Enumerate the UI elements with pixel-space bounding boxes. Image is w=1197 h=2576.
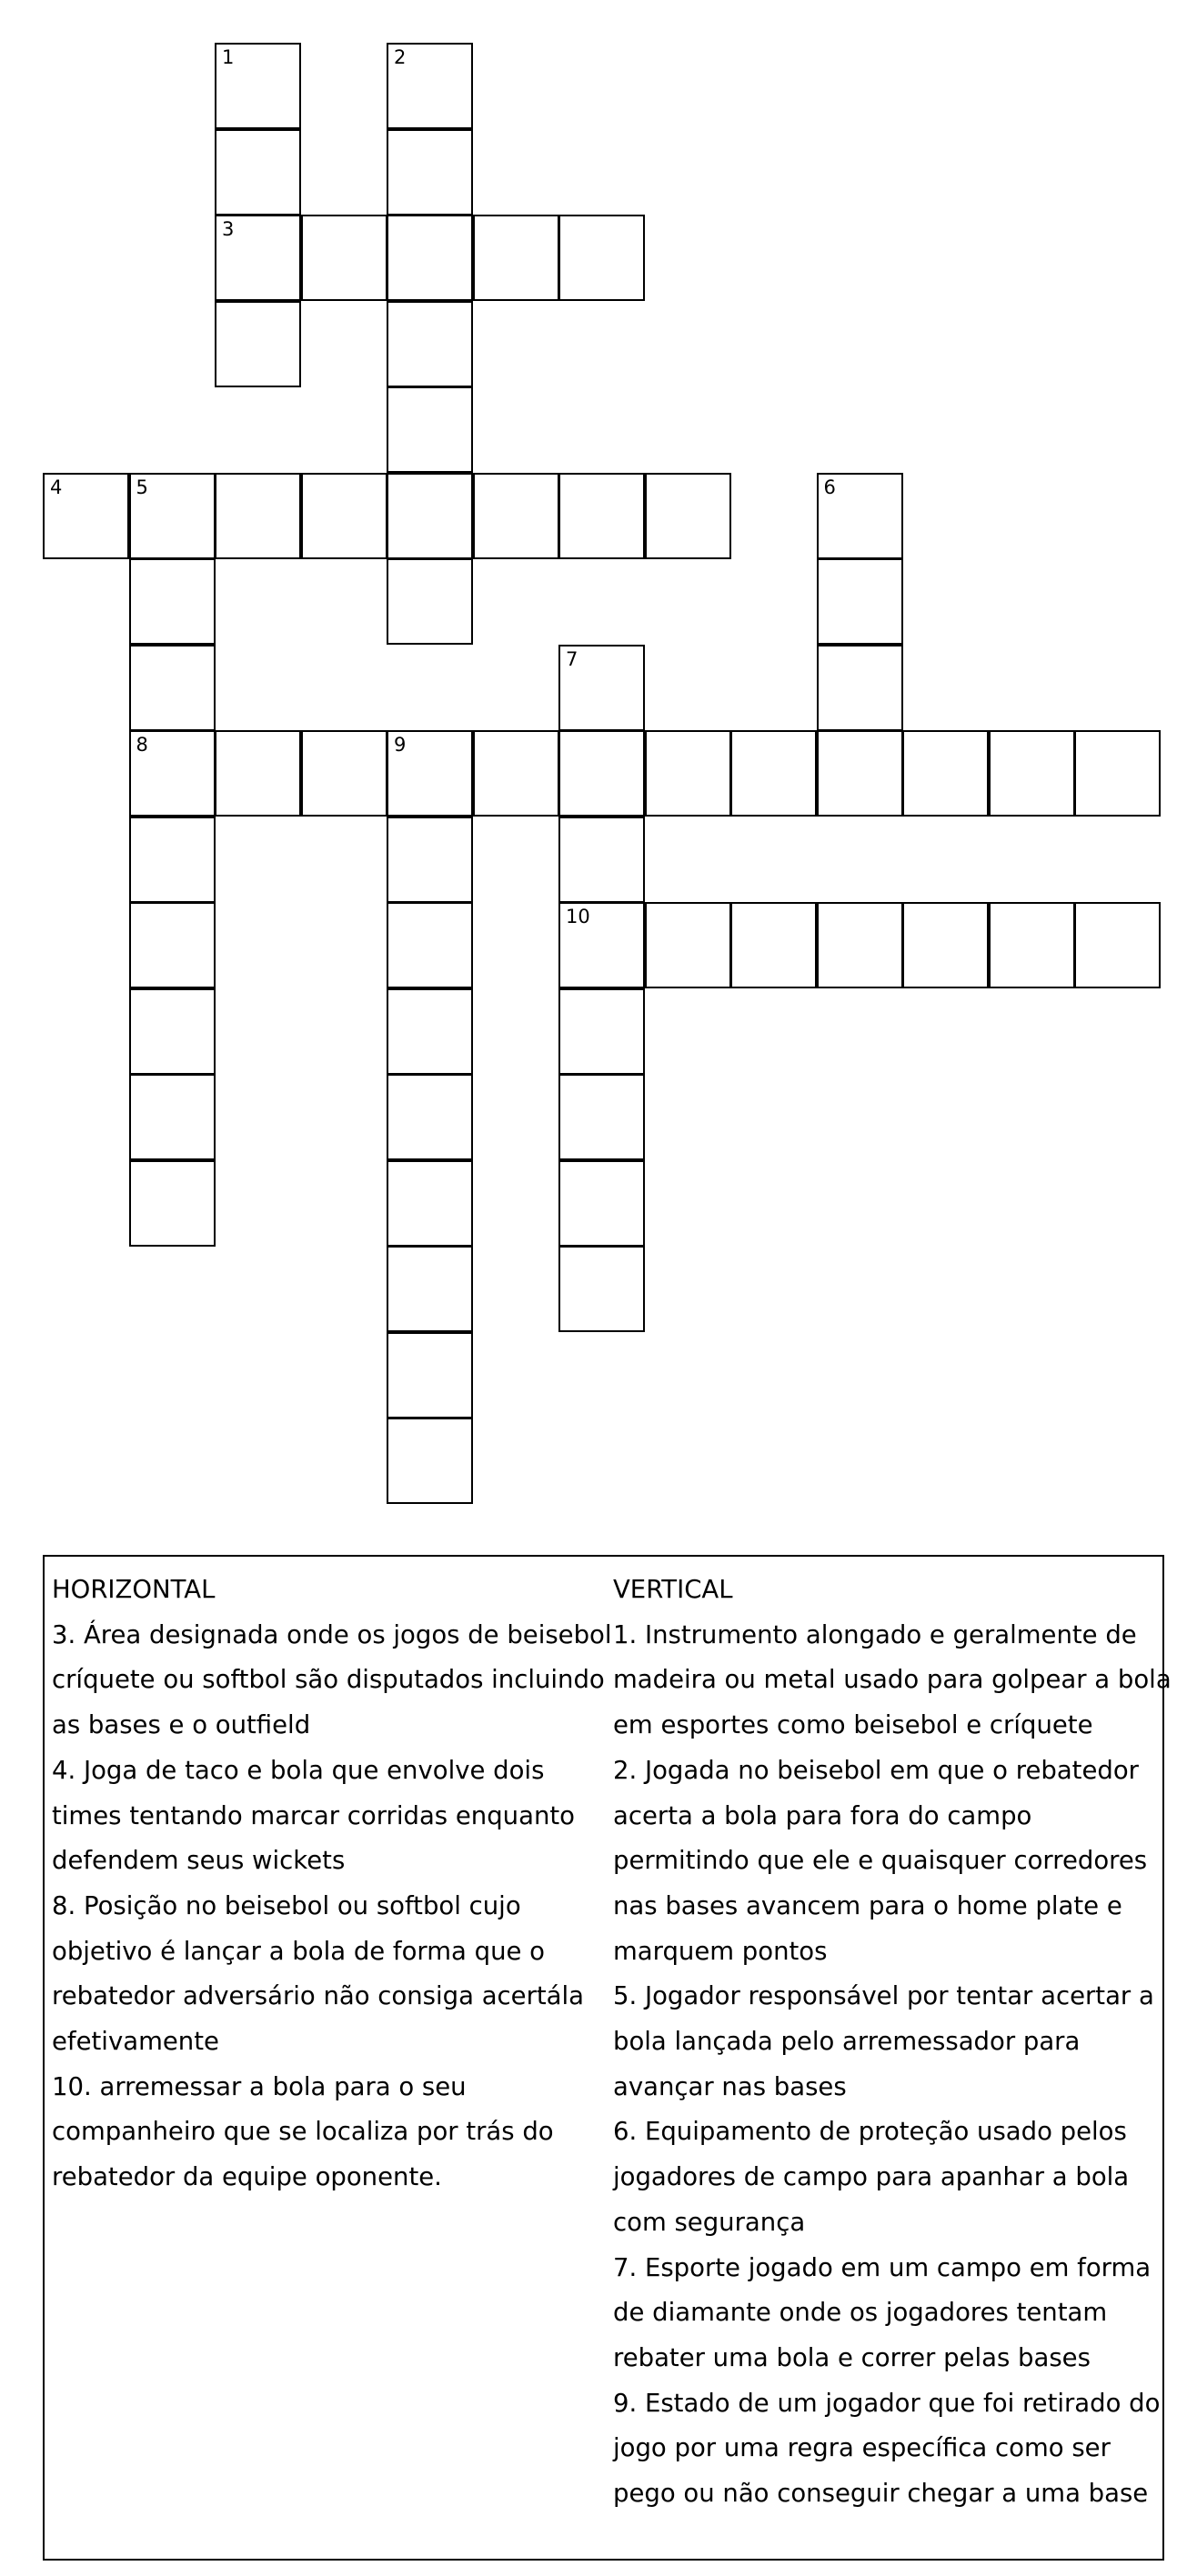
cell-number: 8 <box>136 734 148 756</box>
grid-cell[interactable] <box>387 386 473 473</box>
cell-number: 6 <box>823 476 836 498</box>
cell-number: 2 <box>394 46 407 68</box>
grid-cell[interactable] <box>473 473 559 559</box>
grid-cell[interactable] <box>473 730 559 817</box>
grid-cell[interactable] <box>129 645 216 731</box>
grid-cell[interactable] <box>215 215 301 301</box>
grid-cell[interactable] <box>558 817 645 903</box>
grid-cell[interactable] <box>215 301 301 387</box>
clue-line: acerta a bola para fora do campo <box>613 1800 1032 1830</box>
clue-line: avançar nas bases <box>613 2071 847 2101</box>
grid-cell[interactable] <box>558 1160 645 1247</box>
grid-cell[interactable] <box>387 1418 473 1504</box>
clue-down-2 <box>613 1749 1163 1975</box>
grid-cell[interactable] <box>129 473 216 559</box>
grid-cell[interactable] <box>301 215 387 301</box>
cell-number: 9 <box>394 734 407 756</box>
clue-down-7 <box>613 2246 1163 2381</box>
clue-line: 2. Jogada no beisebol em que o rebatedor <box>613 1755 1139 1785</box>
grid-cell[interactable] <box>301 473 387 559</box>
clue-line: jogadores de campo para apanhar a bola <box>613 2162 1130 2192</box>
clue-line: jogo por uma regra específica como ser <box>613 2433 1111 2463</box>
clue-line: 10. arremessar a bola para o seu <box>52 2071 467 2101</box>
grid-cell[interactable] <box>558 1074 645 1160</box>
clue-box <box>43 1555 1172 2561</box>
grid-cell[interactable] <box>215 129 301 216</box>
grid-cell[interactable] <box>645 902 731 988</box>
clue-line: companheiro que se localiza por trás do <box>52 2117 554 2147</box>
grid-cell[interactable] <box>387 473 473 559</box>
across-heading: HORIZONTAL <box>52 1575 216 1604</box>
grid-cell[interactable] <box>1074 730 1161 817</box>
clue-across-10 <box>52 2065 602 2200</box>
clue-line: defendem seus wickets <box>52 1846 346 1876</box>
grid-cell[interactable] <box>558 1246 645 1332</box>
grid-cell[interactable] <box>387 301 473 387</box>
grid-cell[interactable] <box>387 1074 473 1160</box>
clue-line: 1. Instrumento alongado e geralmente de <box>613 1619 1137 1649</box>
grid-cell[interactable] <box>387 817 473 903</box>
cell-number: 4 <box>50 476 63 498</box>
clue-down-6 <box>613 2110 1163 2245</box>
clue-line: permitindo que ele e quaisquer corredores <box>613 1846 1148 1876</box>
grid-cell[interactable] <box>817 473 903 559</box>
grid-cell[interactable] <box>817 645 903 731</box>
grid-cell[interactable] <box>730 730 817 817</box>
clue-line: nas bases avancem para o home plate e <box>613 1890 1122 1920</box>
clue-line: times tentando marcar corridas enquanto <box>52 1800 575 1830</box>
grid-cell[interactable] <box>558 988 645 1075</box>
grid-cell[interactable] <box>387 558 473 645</box>
grid-cell[interactable] <box>902 902 989 988</box>
clue-across-4 <box>52 1749 602 1884</box>
clue-line: 7. Esporte jogado em um campo em forma <box>613 2252 1152 2282</box>
clue-across-8 <box>52 1884 602 2065</box>
grid-cell[interactable] <box>387 1246 473 1332</box>
grid-cell[interactable] <box>558 473 645 559</box>
clue-line: 8. Posição no beisebol ou softbol cujo <box>52 1890 521 1920</box>
down-heading: VERTICAL <box>613 1575 733 1604</box>
grid-cell[interactable] <box>1074 902 1161 988</box>
grid-cell[interactable] <box>129 1160 216 1247</box>
grid-cell[interactable] <box>215 43 301 129</box>
clue-line: madeira ou metal usado para golpear a bola <box>613 1665 1172 1695</box>
clue-line: bola lançada pelo arremessador para <box>613 2027 1081 2057</box>
clue-line: rebatedor da equipe oponente. <box>52 2162 442 2192</box>
clue-down-5 <box>613 1974 1163 2110</box>
clue-line: de diamante onde os jogadores tentam <box>613 2298 1108 2328</box>
clue-line: com segurança <box>613 2207 806 2237</box>
across-clues <box>52 1568 612 2200</box>
clue-down-1 <box>613 1613 1172 1749</box>
clue-line: rebatedor adversário não consiga acertála <box>52 1981 585 2011</box>
grid-cell[interactable] <box>129 1074 216 1160</box>
grid-cell[interactable] <box>558 645 645 731</box>
grid-cell[interactable] <box>989 902 1075 988</box>
grid-cell[interactable] <box>301 730 387 817</box>
grid-cell[interactable] <box>387 902 473 988</box>
cell-number: 1 <box>222 46 235 68</box>
grid-cell[interactable] <box>645 730 731 817</box>
grid-cell[interactable] <box>215 730 301 817</box>
grid-cell[interactable] <box>215 473 301 559</box>
cell-number: 5 <box>136 476 148 498</box>
grid-cell[interactable] <box>473 215 559 301</box>
grid-cell[interactable] <box>387 43 473 129</box>
clue-line: 6. Equipamento de proteção usado pelos <box>613 2117 1127 2147</box>
grid-cell[interactable] <box>558 902 645 988</box>
grid-cell[interactable] <box>558 730 645 817</box>
grid-cell[interactable] <box>43 473 129 559</box>
grid-cell[interactable] <box>817 558 903 645</box>
grid-cell[interactable] <box>129 558 216 645</box>
grid-cell[interactable] <box>387 129 473 216</box>
grid-cell[interactable] <box>817 902 903 988</box>
grid-cell[interactable] <box>387 1160 473 1247</box>
clue-line: pego ou não conseguir chegar a uma base <box>613 2479 1149 2509</box>
grid-cell[interactable] <box>129 730 216 817</box>
grid-cell[interactable] <box>558 215 645 301</box>
grid-cell[interactable] <box>129 817 216 903</box>
cell-number: 3 <box>222 218 235 240</box>
cell-number: 7 <box>566 647 578 670</box>
grid-cell[interactable] <box>645 473 731 559</box>
clue-line: marquem pontos <box>613 1936 828 1966</box>
grid-cell[interactable] <box>902 730 989 817</box>
clue-down-9 <box>613 2381 1163 2517</box>
grid-cell[interactable] <box>129 902 216 988</box>
grid-cell[interactable] <box>817 730 903 817</box>
clue-line: objetivo é lançar a bola de forma que o <box>52 1936 546 1966</box>
down-clues <box>613 1568 1172 2517</box>
cell-number: 10 <box>566 906 590 927</box>
clue-line: 4. Joga de taco e bola que envolve dois <box>52 1755 545 1785</box>
grid-cell[interactable] <box>129 988 216 1075</box>
clue-line: efetivamente <box>52 2027 219 2057</box>
grid-cell[interactable] <box>387 988 473 1075</box>
grid-cell[interactable] <box>989 730 1075 817</box>
clue-across-3 <box>52 1613 612 1749</box>
grid-cell[interactable] <box>387 215 473 301</box>
grid-cell[interactable] <box>730 902 817 988</box>
grid-cell[interactable] <box>387 1332 473 1418</box>
grid-cell[interactable] <box>387 730 473 817</box>
clue-line: 3. Área designada onde os jogos de beisebol <box>52 1619 612 1649</box>
clue-line: críquete ou softbol são disputados incluindo <box>52 1665 605 1695</box>
clue-line: em esportes como beisebol e críquete <box>613 1710 1093 1740</box>
clue-line: 9. Estado de um jogador que foi retirado do <box>613 2388 1161 2418</box>
clue-line: as bases e o outfield <box>52 1710 311 1740</box>
clue-line: rebater uma bola e correr pelas bases <box>613 2342 1091 2372</box>
clue-line: 5. Jogador responsável por tentar acertar a <box>613 1981 1154 2011</box>
